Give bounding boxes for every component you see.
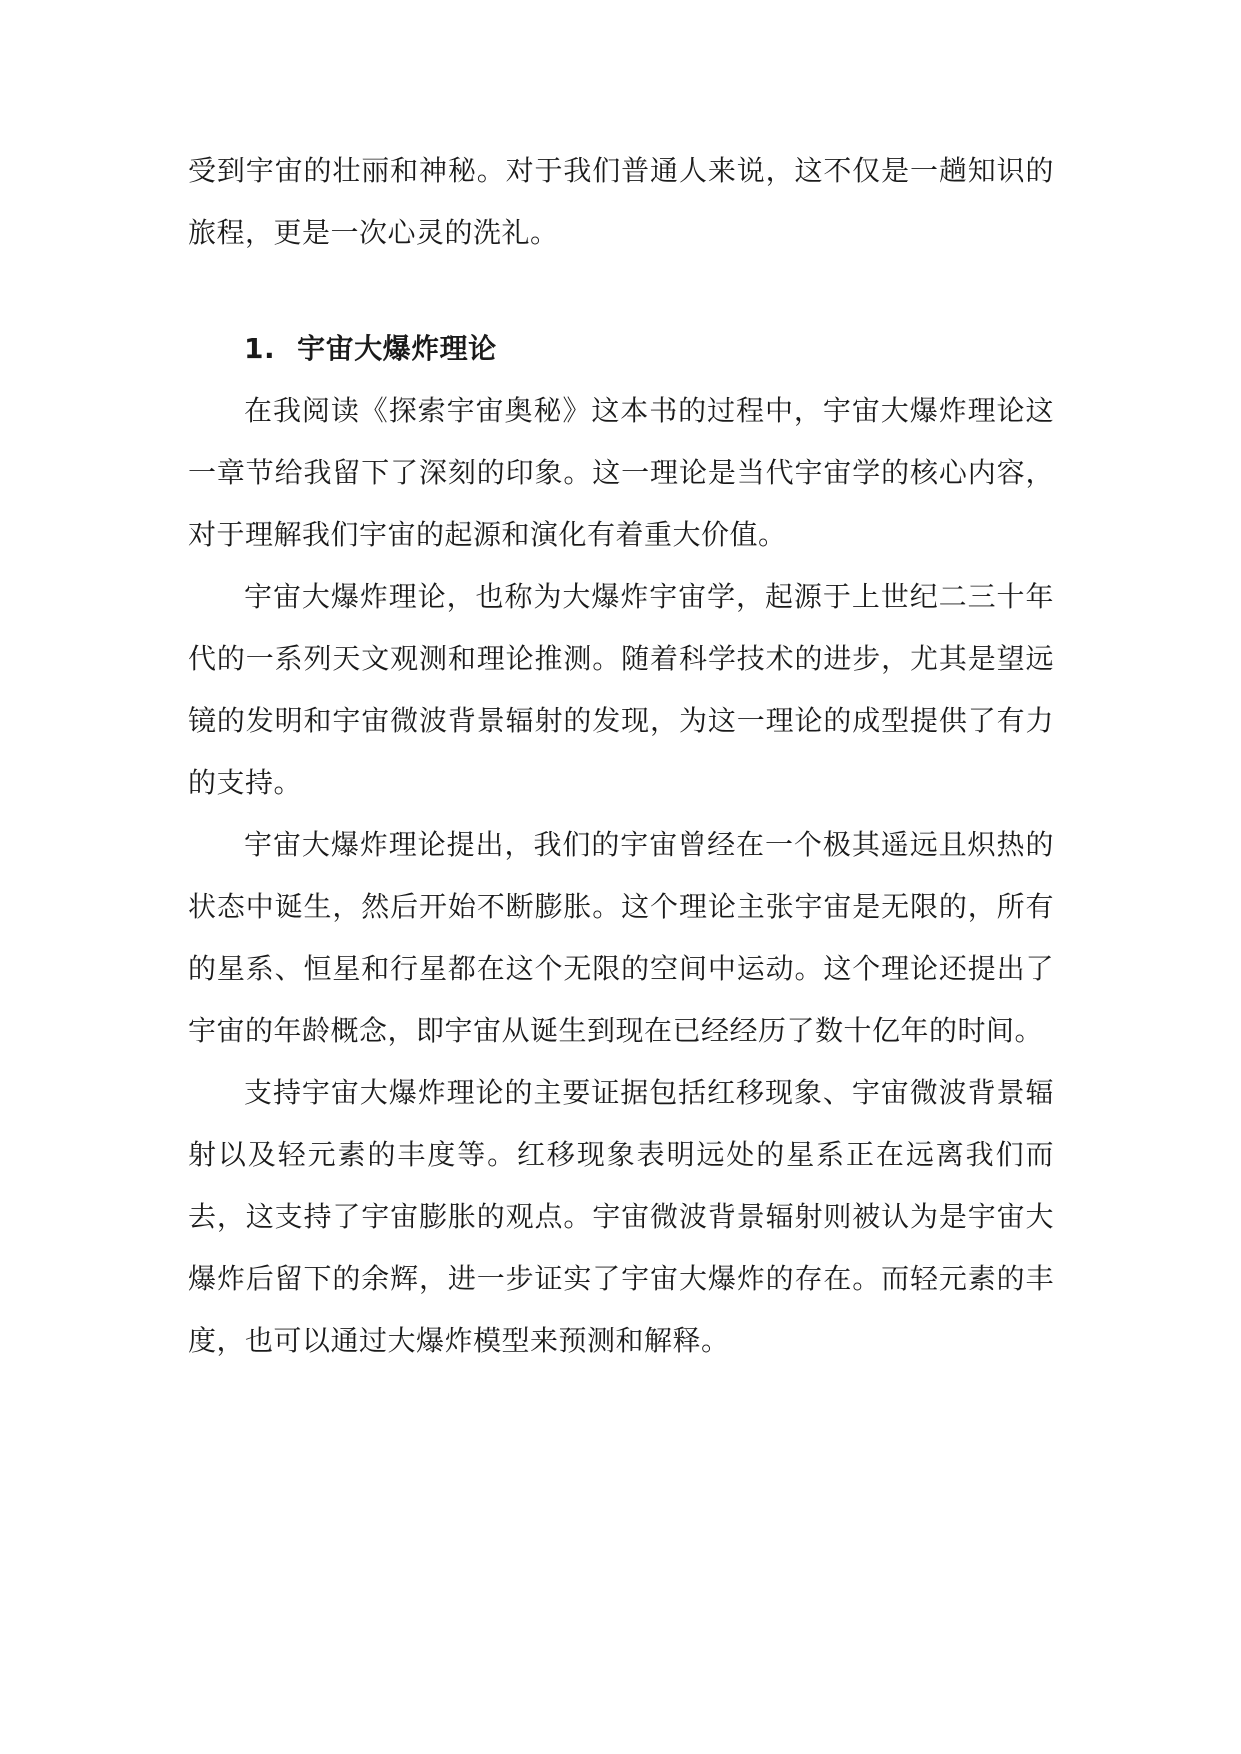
body-paragraph-2: 宇宙大爆炸理论，也称为大爆炸宇宙学，起源于上世纪二三十年代的一系列天文观测和理论推测。随着科学技术的进步，尤其是望远镜的发明和宇宙微波背景辐射的发现，为这一理论的成型提供了有力的支持。	[188, 580, 1054, 799]
intro-paragraph: 受到宇宙的壮丽和神秘。对于我们普通人来说，这不仅是一趟知识的旅程，更是一次心灵的洗礼。	[188, 154, 1054, 249]
section-number: 1.	[244, 332, 276, 365]
body-paragraph-1: 在我阅读《探索宇宙奥秘》这本书的过程中，宇宙大爆炸理论这一章节给我留下了深刻的印象。这一理论是当代宇宙学的核心内容，对于理解我们宇宙的起源和演化有着重大价值。	[188, 394, 1054, 551]
body-paragraph-3: 宇宙大爆炸理论提出，我们的宇宙曾经在一个极其遥远且炽热的状态中诞生，然后开始不断膨胀。这个理论主张宇宙是无限的，所有的星系、恒星和行星都在这个无限的空间中运动。这个理论还提出了宇宙的年龄概念，即宇宙从诞生到现在已经经历了数十亿年的时间。	[188, 828, 1054, 1047]
section-title: 宇宙大爆炸理论	[297, 332, 497, 365]
section-heading	[188, 318, 1054, 380]
page-content	[188, 140, 1054, 1372]
body-paragraph-4: 支持宇宙大爆炸理论的主要证据包括红移现象、宇宙微波背景辐射以及轻元素的丰度等。红移现象表明远处的星系正在远离我们而去，这支持了宇宙膨胀的观点。宇宙微波背景辐射则被认为是宇宙大爆炸后留下的余辉，进一步证实了宇宙大爆炸的存在。而轻元素的丰度，也可以通过大爆炸模型来预测和解释。	[188, 1076, 1054, 1357]
